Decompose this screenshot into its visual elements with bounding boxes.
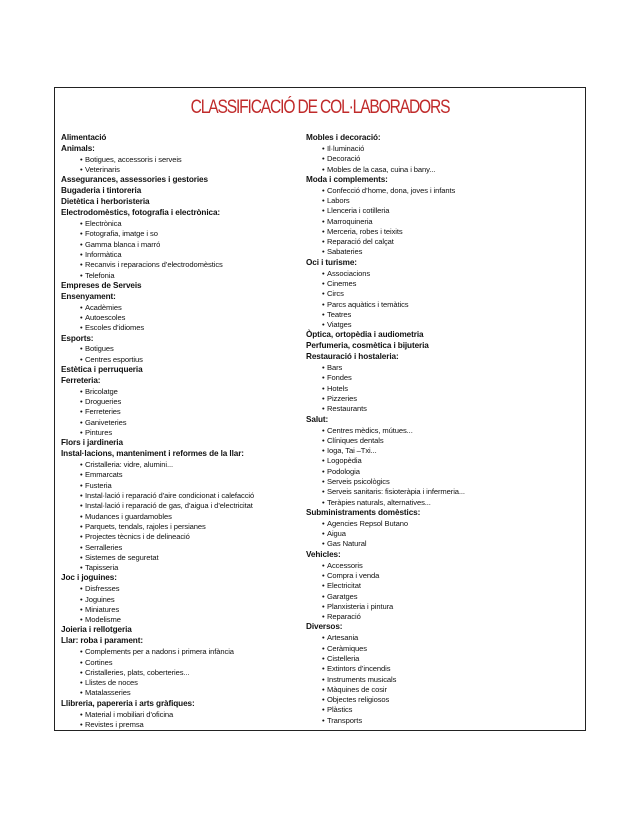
subcategory-item: • Compra i venda	[306, 571, 582, 581]
subcategory-list	[306, 426, 582, 508]
subcategory-item: • Serveis sanitaris: fisioteràpia i infermeria...	[306, 487, 582, 497]
subcategory-item: • Material i mobiliari d’oficina	[61, 710, 297, 720]
subcategory-item: • Cristalleria: vidre, alumini...	[61, 460, 297, 470]
category-section	[61, 449, 297, 573]
subcategory-item: • Matalasseries	[61, 688, 297, 698]
subcategory-item: • Artesania	[306, 633, 582, 643]
subcategory-list	[61, 584, 297, 625]
category-heading: Llibreria, papereria i arts gràfiques:	[61, 698, 195, 708]
subcategory-item: • Aigua	[306, 529, 582, 539]
subcategory-list	[61, 460, 297, 573]
subcategory-item: • Mudances i guardamobles	[61, 512, 297, 522]
category-heading: Alimentació	[61, 133, 107, 142]
subcategory-item: • Labors	[306, 196, 582, 206]
category-section	[306, 341, 582, 352]
subcategory-item: • Sabateries	[306, 247, 582, 257]
subcategory-item: • Bricolatge	[61, 387, 297, 397]
subcategory-list	[61, 344, 297, 365]
subcategory-item: • Decoració	[306, 154, 582, 164]
category-heading: Assegurances, assessories i gestories	[61, 175, 208, 185]
subcategory-item: • Autoescoles	[61, 313, 297, 323]
category-section	[306, 133, 582, 175]
subcategory-item: • Ganiveteries	[61, 418, 297, 428]
category-section	[61, 573, 297, 625]
subcategory-item: • Revistes i premsa	[61, 720, 297, 730]
category-section	[61, 376, 297, 438]
category-heading: Mobles i decoració:	[306, 133, 381, 142]
category-section	[61, 144, 297, 176]
subcategory-item: • Màquines de cosir	[306, 685, 582, 695]
subcategory-item: • Reparació del calçat	[306, 237, 582, 247]
subcategory-item: • Disfresses	[61, 584, 297, 594]
category-heading: Instal·lacions, manteniment i reformes de la llar:	[61, 449, 244, 459]
subcategory-item: • Tapisseria	[61, 563, 297, 573]
subcategory-item: • Drogueries	[61, 397, 297, 407]
subcategory-list	[306, 269, 582, 331]
subcategory-item: • Accessoris	[306, 561, 582, 571]
category-section	[61, 175, 297, 186]
subcategory-item: • Centres mèdics, mútues...	[306, 426, 582, 436]
subcategory-item: • Botigues	[61, 344, 297, 354]
category-heading: Joc i joguines:	[61, 573, 117, 583]
subcategory-item: • Pizzeries	[306, 394, 582, 404]
subcategory-item: • Emmarcats	[61, 470, 297, 480]
subcategory-item: • Restaurants	[306, 404, 582, 414]
category-section	[61, 334, 297, 366]
subcategory-item: • Gamma blanca i marró	[61, 240, 297, 250]
category-heading: Joieria i rellotgeria	[61, 625, 132, 635]
subcategory-item: • Reparació	[306, 612, 582, 622]
subcategory-item: • Llenceria i cotilleria	[306, 206, 582, 216]
subcategory-item: • Parquets, tendals, rajoles i persianes	[61, 522, 297, 532]
category-section	[306, 508, 582, 550]
subcategory-item: • Merceria, robes i teixits	[306, 227, 582, 237]
subcategory-item: • Agencies Repsol Butano	[306, 519, 582, 529]
category-heading: Perfumeria, cosmètica i bijuteria	[306, 341, 429, 351]
subcategory-item: • Centres esportius	[61, 355, 297, 365]
subcategory-item: • Plàstics	[306, 705, 582, 715]
subcategory-item: • Bars	[306, 363, 582, 373]
subcategory-item: • Extintors d’incendis	[306, 664, 582, 674]
category-section	[61, 208, 297, 281]
subcategory-item: • Telefonia	[61, 271, 297, 281]
category-heading: Electrodomèstics, fotografia i electrònica:	[61, 208, 221, 218]
subcategory-item: • Logopèdia	[306, 456, 582, 466]
category-section	[306, 550, 582, 623]
category-heading: Oci i turisme:	[306, 257, 357, 267]
category-heading: Ferreteria:	[61, 375, 101, 385]
subcategory-item: • Podologia	[306, 467, 582, 477]
subcategory-item: • Recanvis i reparacions d’electrodomèstics	[61, 260, 297, 270]
subcategory-item: • Ferreteries	[61, 407, 297, 417]
subcategory-item: • Associacions	[306, 269, 582, 279]
subcategory-item: • Cristalleries, plats, coberteries...	[61, 668, 297, 678]
category-heading: Restauració i hostaleria:	[306, 352, 399, 362]
category-heading: Llar: roba i parament:	[61, 636, 143, 646]
category-section	[61, 438, 297, 449]
subcategory-list	[306, 144, 582, 175]
subcategory-list	[306, 363, 582, 414]
category-section	[61, 292, 297, 334]
subcategory-list	[306, 519, 582, 550]
subcategory-item: • Fotografia, imatge i so	[61, 229, 297, 239]
subcategory-item: • Confecció d’home, dona, joves i infants	[306, 186, 582, 196]
left-column	[61, 133, 297, 730]
category-heading: Subministraments domèstics:	[306, 507, 421, 517]
subcategory-item: • Instal·lació i reparació d’aire condicionat i calefacció	[61, 491, 297, 501]
category-section	[306, 175, 582, 258]
category-heading: Ensenyament:	[61, 291, 116, 301]
subcategory-item: • Instruments musicals	[306, 675, 582, 685]
subcategory-item: • Ceràmiques	[306, 644, 582, 654]
subcategory-list	[61, 387, 297, 438]
subcategory-list	[306, 633, 582, 726]
category-section	[306, 330, 582, 341]
subcategory-item: • Teràpies naturals, alternatives...	[306, 498, 582, 508]
subcategory-item: • Il·luminació	[306, 144, 582, 154]
subcategory-item: • Veterinaris	[61, 165, 297, 175]
category-section	[61, 281, 297, 292]
category-heading: Bugaderia i tintoreria	[61, 186, 142, 196]
subcategory-item: • Viatges	[306, 320, 582, 330]
subcategory-list	[306, 561, 582, 623]
subcategory-item: • Serralleries	[61, 543, 297, 553]
category-heading: Moda i complements:	[306, 174, 388, 184]
category-section	[306, 352, 582, 414]
subcategory-list	[61, 219, 297, 281]
category-section	[306, 622, 582, 726]
subcategory-list	[306, 186, 582, 258]
subcategory-item: • Modelisme	[61, 615, 297, 625]
subcategory-item: • Mobles de la casa, cuina i bany...	[306, 165, 582, 175]
category-section	[61, 365, 297, 376]
category-heading: Dietètica i herboristeria	[61, 197, 150, 207]
subcategory-item: • Planxisteria i pintura	[306, 602, 582, 612]
subcategory-item: • Complements per a nadons i primera infància	[61, 647, 297, 657]
category-heading: Estètica i perruqueria	[61, 365, 143, 375]
category-section	[306, 258, 582, 331]
subcategory-item: • Fusteria	[61, 481, 297, 491]
category-heading: Animals:	[61, 143, 95, 153]
right-column	[306, 133, 582, 726]
category-heading: Òptica, ortopèdia i audiometria	[306, 330, 424, 340]
subcategory-item: • Teatres	[306, 310, 582, 320]
category-heading: Vehicles:	[306, 549, 341, 559]
category-heading: Flors i jardineria	[61, 438, 123, 448]
subcategory-item: • Cistelleria	[306, 654, 582, 664]
category-section	[61, 625, 297, 636]
subcategory-item: • Transports	[306, 716, 582, 726]
subcategory-item: • Informàtica	[61, 250, 297, 260]
subcategory-item: • Circs	[306, 289, 582, 299]
category-heading: Empreses de Serveis	[61, 280, 142, 290]
subcategory-item: • Instal·lació i reparació de gas, d’aigua i d’electricitat	[61, 501, 297, 511]
subcategory-item: • Botigues, accessoris i serveis	[61, 155, 297, 165]
subcategory-item: • Pintures	[61, 428, 297, 438]
document-title: CLASSIFICACIÓ DE COL·LABORADORS	[190, 97, 450, 118]
subcategory-item: • Cinemes	[306, 279, 582, 289]
category-section	[306, 415, 582, 508]
subcategory-item: • Cortines	[61, 658, 297, 668]
subcategory-item: • Miniatures	[61, 605, 297, 615]
subcategory-list	[61, 647, 297, 698]
category-heading: Salut:	[306, 414, 329, 424]
subcategory-item: • Gas Natural	[306, 539, 582, 549]
subcategory-list	[61, 155, 297, 176]
category-section	[61, 186, 297, 197]
category-section	[61, 636, 297, 698]
category-section	[61, 133, 297, 144]
subcategory-item: • Hotels	[306, 384, 582, 394]
subcategory-item: • Parcs aquàtics i temàtics	[306, 300, 582, 310]
subcategory-item: • Garatges	[306, 592, 582, 602]
subcategory-list	[61, 303, 297, 334]
subcategory-item: • Marroquineria	[306, 217, 582, 227]
subcategory-item: • Ioga, Tai –Txi...	[306, 446, 582, 456]
subcategory-item: • Acadèmies	[61, 303, 297, 313]
subcategory-item: • Llistes de noces	[61, 678, 297, 688]
subcategory-item: • Clíniques dentals	[306, 436, 582, 446]
subcategory-item: • Joguines	[61, 595, 297, 605]
subcategory-item: • Electrònica	[61, 219, 297, 229]
document-frame	[54, 87, 586, 731]
subcategory-item: • Fondes	[306, 373, 582, 383]
category-section	[61, 699, 297, 731]
category-section	[61, 197, 297, 208]
subcategory-item: • Sistemes de seguretat	[61, 553, 297, 563]
subcategory-item: • Objectes religiosos	[306, 695, 582, 705]
subcategory-item: • Serveis psicològics	[306, 477, 582, 487]
subcategory-item: • Electricitat	[306, 581, 582, 591]
subcategory-list	[61, 710, 297, 731]
subcategory-item: • Escoles d’idiomes	[61, 323, 297, 333]
subcategory-item: • Projectes tècnics i de delineació	[61, 532, 297, 542]
category-heading: Esports:	[61, 333, 94, 343]
category-heading: Diversos:	[306, 622, 343, 632]
